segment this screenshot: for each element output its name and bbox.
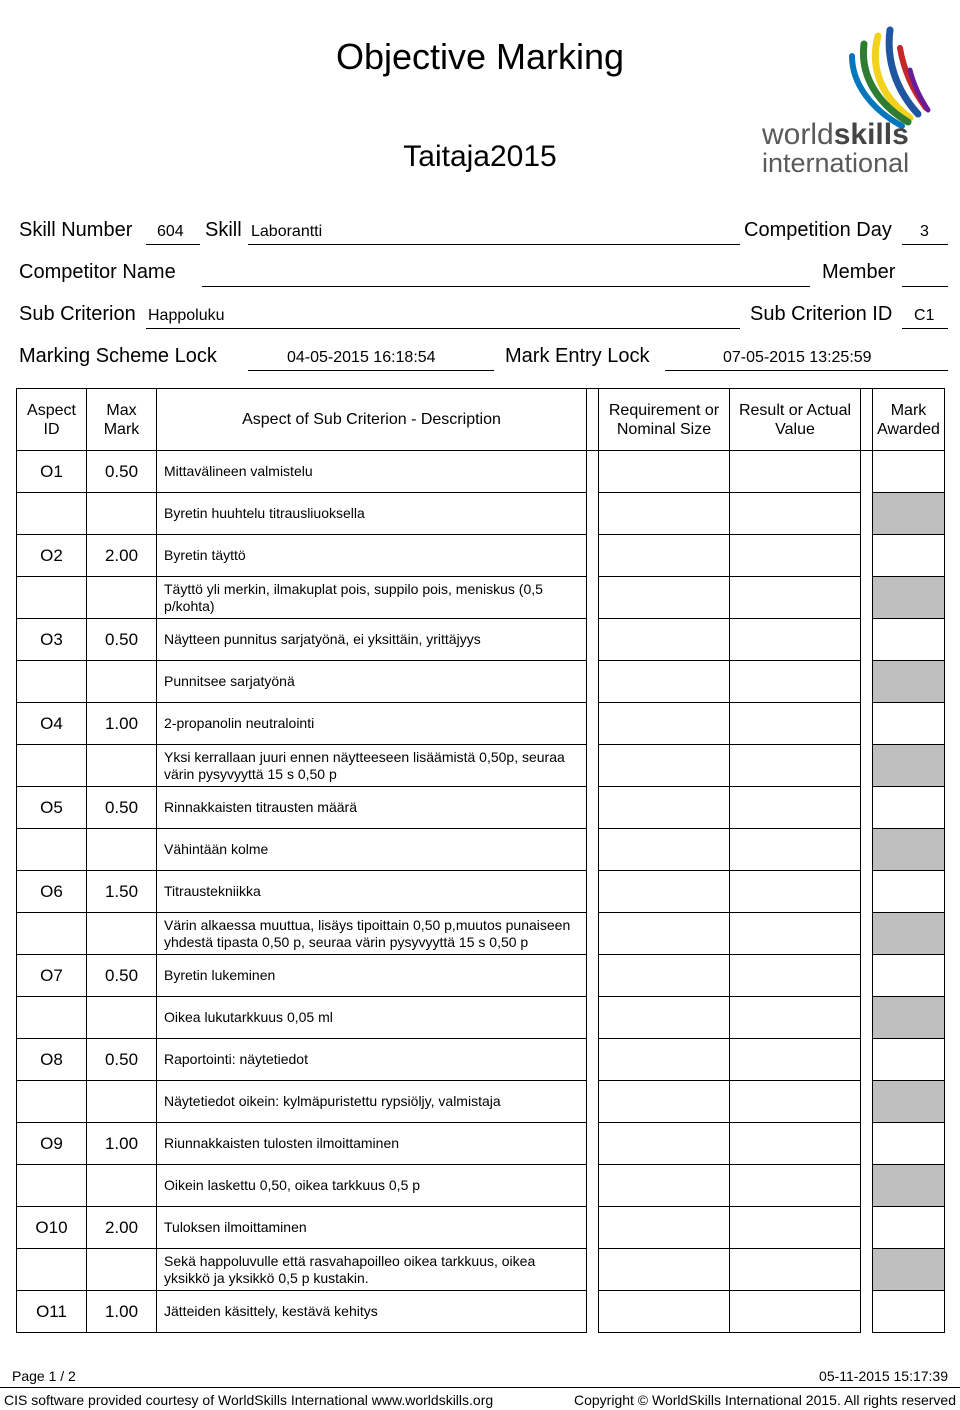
mark-awarded-shaded-cell — [873, 913, 945, 955]
column-gap — [861, 745, 873, 787]
result-cell[interactable] — [730, 1081, 861, 1123]
column-gap — [587, 1249, 599, 1291]
aspect-id: O9 — [17, 1123, 87, 1165]
max-mark-spacer — [87, 745, 157, 787]
print-timestamp: 05-11-2015 15:17:39 — [819, 1368, 948, 1384]
marking-scheme-lock-value: 04-05-2015 16:18:54 — [287, 349, 436, 366]
aspect-detail-row — [17, 913, 945, 955]
aspect-detail-row — [17, 1249, 945, 1291]
max-mark: 1.50 — [87, 871, 157, 913]
column-gap — [861, 1039, 873, 1081]
aspect-id: O1 — [17, 451, 87, 493]
header-description: Aspect of Sub Criterion - Description — [157, 389, 587, 451]
mark-awarded-cell[interactable] — [873, 619, 945, 661]
mark-entry-lock-underline — [665, 370, 948, 371]
column-gap — [587, 1165, 599, 1207]
max-mark-spacer — [87, 913, 157, 955]
aspect-id-spacer — [17, 577, 87, 619]
aspect-detail-row — [17, 577, 945, 619]
member-label: Member — [822, 261, 896, 283]
max-mark: 0.50 — [87, 619, 157, 661]
column-gap — [587, 1291, 599, 1333]
column-gap — [587, 787, 599, 829]
max-mark: 2.00 — [87, 1207, 157, 1249]
max-mark-spacer — [87, 829, 157, 871]
competitor-name-label: Competitor Name — [19, 261, 176, 283]
aspect-detail: Vähintään kolme — [157, 829, 587, 871]
column-gap — [587, 913, 599, 955]
max-mark: 0.50 — [87, 451, 157, 493]
column-gap — [587, 871, 599, 913]
aspect-id-spacer — [17, 829, 87, 871]
header-max-mark: Max Mark — [87, 389, 157, 451]
page-number: Page 1 / 2 — [12, 1368, 76, 1384]
max-mark: 2.00 — [87, 535, 157, 577]
max-mark: 0.50 — [87, 787, 157, 829]
requirement-cell — [599, 451, 730, 493]
result-cell[interactable] — [730, 493, 861, 535]
svg-text:worldskills — [761, 118, 909, 151]
column-gap — [587, 1207, 599, 1249]
logo-text-skills: skills — [833, 118, 909, 151]
requirement-cell — [599, 745, 730, 787]
column-gap — [861, 1249, 873, 1291]
aspect-detail: Täyttö yli merkin, ilmakuplat pois, suppilo pois, meniskus (0,5 p/kohta) — [157, 577, 587, 619]
requirement-cell — [599, 955, 730, 997]
max-mark: 0.50 — [87, 955, 157, 997]
column-gap — [587, 493, 599, 535]
sub-criterion-id-value: C1 — [914, 307, 935, 324]
header-mark-awarded: Mark Awarded — [873, 389, 945, 451]
aspect-row — [17, 1123, 945, 1165]
aspect-row — [17, 535, 945, 577]
requirement-cell — [599, 787, 730, 829]
column-gap — [861, 997, 873, 1039]
requirement-cell — [599, 703, 730, 745]
mark-awarded-shaded-cell — [873, 745, 945, 787]
mark-awarded-cell[interactable] — [873, 871, 945, 913]
aspect-id: O3 — [17, 619, 87, 661]
column-gap — [587, 1081, 599, 1123]
column-gap — [587, 955, 599, 997]
aspect-row — [17, 871, 945, 913]
aspect-row — [17, 1291, 945, 1333]
header-requirement: Requirement or Nominal Size — [599, 389, 730, 451]
max-mark-spacer — [87, 577, 157, 619]
column-gap — [587, 619, 599, 661]
result-cell[interactable] — [730, 1207, 861, 1249]
result-cell[interactable] — [730, 913, 861, 955]
aspect-detail: Yksi kerrallaan juuri ennen näytteeseen lisäämistä 0,50p, seuraa värin pysyvyyttä 15 s 0,50 p — [157, 745, 587, 787]
result-cell[interactable] — [730, 997, 861, 1039]
column-gap — [861, 493, 873, 535]
column-gap — [587, 661, 599, 703]
aspect-id-spacer — [17, 1249, 87, 1291]
aspect-row — [17, 619, 945, 661]
skill-number-underline — [146, 244, 200, 245]
aspect-title: Näytteen punnitus sarjatyönä, ei yksittäin, yrittäjyys — [157, 619, 587, 661]
result-cell[interactable] — [730, 703, 861, 745]
column-gap — [587, 997, 599, 1039]
sub-criterion-underline — [146, 328, 740, 329]
aspect-detail: Oikea lukutarkkuus 0,05 ml — [157, 997, 587, 1039]
mark-awarded-cell[interactable] — [873, 1207, 945, 1249]
aspect-title: Titraustekniikka — [157, 871, 587, 913]
mark-awarded-cell[interactable] — [873, 1291, 945, 1333]
result-cell[interactable] — [730, 1123, 861, 1165]
column-gap — [861, 787, 873, 829]
aspect-detail-row — [17, 997, 945, 1039]
footer-divider — [0, 1387, 960, 1388]
column-gap — [861, 619, 873, 661]
max-mark-spacer — [87, 997, 157, 1039]
sub-criterion-label: Sub Criterion — [19, 303, 136, 325]
aspect-row — [17, 1039, 945, 1081]
requirement-cell — [599, 1165, 730, 1207]
column-gap — [861, 451, 873, 493]
aspect-detail: Värin alkaessa muuttua, lisäys tipoittain 0,50 p,muutos punaiseen yhdestä tipasta 0,50 p, seuraa värin pysyvyyttä 15 s 0,50 p — [157, 913, 587, 955]
competition-day-underline — [902, 244, 948, 245]
skill-number-value: 604 — [157, 223, 184, 240]
sub-criterion-value: Happoluku — [148, 307, 225, 324]
sub-criterion-id-label: Sub Criterion ID — [750, 303, 893, 325]
max-mark-spacer — [87, 1081, 157, 1123]
aspect-id: O2 — [17, 535, 87, 577]
skill-value: Laborantti — [251, 223, 323, 240]
aspect-detail-row — [17, 661, 945, 703]
header-gap — [587, 389, 599, 451]
column-gap — [861, 1165, 873, 1207]
column-gap — [587, 577, 599, 619]
aspect-id: O11 — [17, 1291, 87, 1333]
column-gap — [587, 703, 599, 745]
skill-number-label: Skill Number — [19, 219, 133, 241]
result-cell[interactable] — [730, 451, 861, 493]
column-gap — [587, 535, 599, 577]
aspect-id-spacer — [17, 1081, 87, 1123]
aspect-detail: Punnitsee sarjatyönä — [157, 661, 587, 703]
aspect-row — [17, 703, 945, 745]
aspect-id: O7 — [17, 955, 87, 997]
aspect-title: 2-propanolin neutralointi — [157, 703, 587, 745]
aspect-title: Byretin täyttö — [157, 535, 587, 577]
competition-day-value: 3 — [920, 223, 929, 240]
column-gap — [861, 871, 873, 913]
column-gap — [861, 955, 873, 997]
requirement-cell — [599, 1249, 730, 1291]
aspect-title: Raportointi: näytetiedot — [157, 1039, 587, 1081]
column-gap — [587, 1039, 599, 1081]
competitor-name-field[interactable] — [202, 286, 810, 287]
result-cell[interactable] — [730, 535, 861, 577]
aspect-detail: Näytetiedot oikein: kylmäpuristettu rypsiöljy, valmistaja — [157, 1081, 587, 1123]
aspect-row — [17, 787, 945, 829]
aspect-detail: Byretin huuhtelu titrausliuoksella — [157, 493, 587, 535]
requirement-cell — [599, 871, 730, 913]
column-gap — [861, 1207, 873, 1249]
aspect-detail-row — [17, 745, 945, 787]
courtesy-text: CIS software provided courtesy of WorldSkills International www.worldskills.org — [4, 1392, 494, 1408]
result-cell[interactable] — [730, 787, 861, 829]
result-cell[interactable] — [730, 955, 861, 997]
logo-text-international: international — [762, 148, 910, 178]
skill-label: Skill — [205, 219, 242, 241]
max-mark: 1.00 — [87, 1123, 157, 1165]
aspect-title: Jätteiden käsittely, kestävä kehitys — [157, 1291, 587, 1333]
mark-awarded-shaded-cell — [873, 997, 945, 1039]
mark-awarded-cell[interactable] — [873, 1039, 945, 1081]
requirement-cell — [599, 619, 730, 661]
aspect-id-spacer — [17, 997, 87, 1039]
mark-awarded-shaded-cell — [873, 577, 945, 619]
max-mark-spacer — [87, 1249, 157, 1291]
mark-entry-lock-value: 07-05-2015 13:25:59 — [723, 349, 872, 366]
mark-awarded-cell[interactable] — [873, 955, 945, 997]
requirement-cell — [599, 1081, 730, 1123]
max-mark: 1.00 — [87, 1291, 157, 1333]
aspect-detail-row — [17, 1165, 945, 1207]
aspect-detail-row — [17, 493, 945, 535]
aspect-detail: Oikein laskettu 0,50, oikea tarkkuus 0,5 p — [157, 1165, 587, 1207]
header-gap — [861, 389, 873, 451]
result-cell[interactable] — [730, 1291, 861, 1333]
column-gap — [861, 661, 873, 703]
requirement-cell — [599, 997, 730, 1039]
aspect-id: O8 — [17, 1039, 87, 1081]
mark-awarded-cell[interactable] — [873, 451, 945, 493]
marking-scheme-lock-label: Marking Scheme Lock — [19, 345, 217, 367]
column-gap — [587, 451, 599, 493]
mark-awarded-cell[interactable] — [873, 787, 945, 829]
sub-criterion-id-underline — [902, 328, 948, 329]
aspect-id-spacer — [17, 661, 87, 703]
result-cell[interactable] — [730, 1249, 861, 1291]
aspect-id-spacer — [17, 1165, 87, 1207]
copyright-text: Copyright © WorldSkills International 2015. All rights reserved — [573, 1392, 956, 1408]
result-cell[interactable] — [730, 577, 861, 619]
aspect-id: O4 — [17, 703, 87, 745]
aspect-id-spacer — [17, 913, 87, 955]
column-gap — [587, 829, 599, 871]
requirement-cell — [599, 1123, 730, 1165]
marking-table — [16, 388, 945, 1333]
requirement-cell — [599, 535, 730, 577]
column-gap — [587, 1123, 599, 1165]
result-cell[interactable] — [730, 1039, 861, 1081]
requirement-cell — [599, 1291, 730, 1333]
requirement-cell — [599, 577, 730, 619]
max-mark-spacer — [87, 493, 157, 535]
column-gap — [861, 1123, 873, 1165]
aspect-id: O6 — [17, 871, 87, 913]
aspect-title: Riunnakkaisten tulosten ilmoittaminen — [157, 1123, 587, 1165]
mark-awarded-shaded-cell — [873, 1249, 945, 1291]
aspect-detail-row — [17, 1081, 945, 1123]
aspect-title: Byretin lukeminen — [157, 955, 587, 997]
result-cell[interactable] — [730, 829, 861, 871]
max-mark: 0.50 — [87, 1039, 157, 1081]
aspect-id: O10 — [17, 1207, 87, 1249]
mark-awarded-shaded-cell — [873, 493, 945, 535]
requirement-cell — [599, 1039, 730, 1081]
worldskills-logo — [760, 26, 932, 178]
column-gap — [861, 703, 873, 745]
mark-awarded-shaded-cell — [873, 1081, 945, 1123]
result-cell[interactable] — [730, 745, 861, 787]
result-cell[interactable] — [730, 661, 861, 703]
marking-scheme-lock-underline — [248, 370, 494, 371]
mark-awarded-cell[interactable] — [873, 703, 945, 745]
aspect-id-spacer — [17, 745, 87, 787]
aspect-title: Tuloksen ilmoittaminen — [157, 1207, 587, 1249]
logo-text-world: world — [762, 118, 834, 151]
skill-underline — [248, 244, 740, 245]
requirement-cell — [599, 1207, 730, 1249]
requirement-cell — [599, 829, 730, 871]
aspect-row — [17, 1207, 945, 1249]
aspect-title: Rinnakkaisten titrausten määrä — [157, 787, 587, 829]
mark-awarded-shaded-cell — [873, 829, 945, 871]
requirement-cell — [599, 661, 730, 703]
column-gap — [861, 1081, 873, 1123]
member-field[interactable] — [902, 286, 948, 287]
mark-awarded-cell[interactable] — [873, 1123, 945, 1165]
column-gap — [861, 1291, 873, 1333]
mark-entry-lock-label: Mark Entry Lock — [505, 345, 650, 367]
mark-awarded-shaded-cell — [873, 1165, 945, 1207]
max-mark-spacer — [87, 1165, 157, 1207]
column-gap — [861, 577, 873, 619]
aspect-id-spacer — [17, 493, 87, 535]
requirement-cell — [599, 913, 730, 955]
result-cell[interactable] — [730, 619, 861, 661]
result-cell[interactable] — [730, 871, 861, 913]
aspect-row — [17, 451, 945, 493]
column-gap — [861, 535, 873, 577]
max-mark-spacer — [87, 661, 157, 703]
aspect-detail-row — [17, 829, 945, 871]
column-gap — [861, 829, 873, 871]
mark-awarded-cell[interactable] — [873, 535, 945, 577]
aspect-detail: Sekä happoluvulle että rasvahapoilleo oikea tarkkuus, oikea yksikkö ja yksikkö 0,5 p kustakin. — [157, 1249, 587, 1291]
page-subtitle: Taitaja2015 — [403, 140, 557, 173]
aspect-title: Mittavälineen valmistelu — [157, 451, 587, 493]
page-title: Objective Marking — [335, 36, 625, 77]
max-mark: 1.00 — [87, 703, 157, 745]
mark-awarded-shaded-cell — [873, 661, 945, 703]
aspect-row — [17, 955, 945, 997]
result-cell[interactable] — [730, 1165, 861, 1207]
column-gap — [861, 913, 873, 955]
competition-day-label: Competition Day — [744, 219, 892, 241]
requirement-cell — [599, 493, 730, 535]
aspect-id: O5 — [17, 787, 87, 829]
column-gap — [587, 745, 599, 787]
header-aspect-id: Aspect ID — [17, 389, 87, 451]
header-result: Result or Actual Value — [730, 389, 861, 451]
